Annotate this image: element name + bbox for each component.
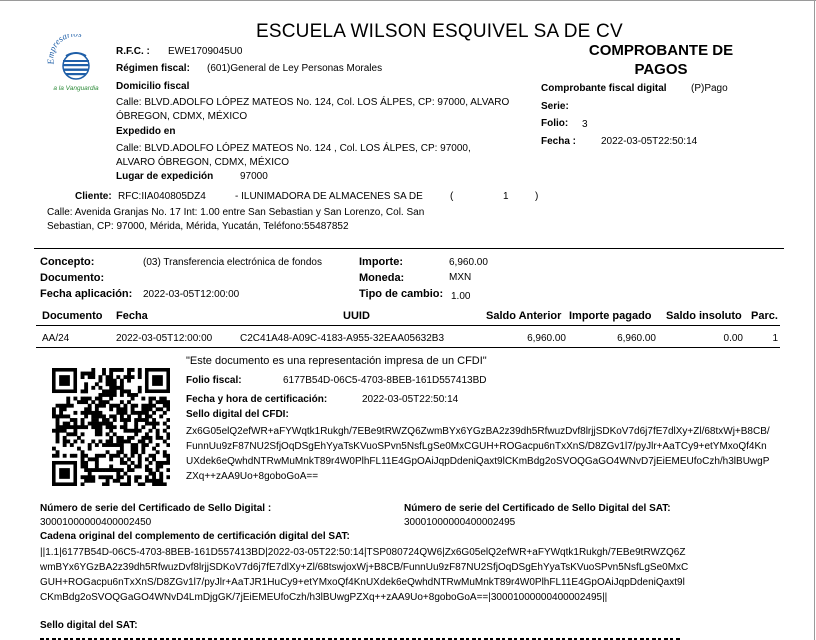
fecha-label: Fecha :: [541, 136, 577, 147]
documento-label: Documento:: [40, 272, 105, 284]
cliente-domicilio: Calle: Avenida Granjas No. 17 Int: 1.00 entre San Sebastian y San Lorenzo, Col. San Sebastian, CP: 97000, Mérida, Mérida, Yucatán, Teléfono:55487852: [47, 207, 425, 232]
regimen-label: Régimen fiscal:: [116, 63, 190, 74]
moneda-label: Moneda:: [359, 272, 405, 284]
comprobante-tipo-value: (P)Pago: [691, 83, 728, 94]
row-saldo-insoluto: 0.00: [723, 333, 743, 344]
page-border-top: [0, 0, 816, 1]
row-documento: AA/24: [42, 333, 70, 344]
fecha-aplicacion-label: Fecha aplicación:: [40, 288, 133, 300]
importe-label: Importe:: [359, 256, 403, 268]
folio-label: Folio:: [541, 118, 569, 129]
rfc-label: R.F.C. :: [116, 46, 150, 57]
cliente-nombre: - ILUNIMADORA DE ALMACENES SA DE: [235, 191, 423, 202]
col-header-importe-pagado: Importe pagado: [569, 310, 652, 322]
tipo-cambio-label: Tipo de cambio:: [359, 288, 444, 300]
qr-code-icon: [52, 368, 170, 486]
fecha-certificacion-label: Fecha y hora de certificación:: [186, 394, 328, 405]
qr-code: [52, 368, 170, 486]
cliente-numero: 1: [503, 191, 509, 202]
row-fecha: 2022-03-05T12:00:00: [116, 333, 213, 344]
rfc-value: EWE1709045U0: [168, 46, 243, 57]
folio-fiscal-value: 6177B54D-06C5-4703-8BEB-161D557413BD: [283, 375, 487, 386]
cadena-original-value: ||1.1|6177B54D-06C5-4703-8BEB-161D557413BD|2022-03-05T22:50:14|TSP080724QW6|Zx6G05elQ2efWR+aFYWqtk1Rukgh/7EBe9tRWZQ6ZwmBYx6YGzBA2z39dh5RfwuzDvf8lrjjSDKoV7d6j7fE7dlXy+Zl/68tswjoxWj+B8CB/FunnUu9zF87NU2SfjOqDSgEhYyaTsKVuoSPvn5NsfLgSe0MxCGUH+ROGacpu6nTxXnS/D8ZGv1l7/pyJlr+AaTJR1HuCy9+etYMxoQf4KnUXdek6eQwhdNTRwMuMnkT89r4W0PlhFL11E4GpOAiJqpDdeniQaxt9lCKmBdg2oSVOQGaGO4WNvD4LmDjgGK/7jEiEMEUfoCzh/h3lBUwgPZXq++zAA9Uo+8goboGoA==|30001000000400002495||: [40, 547, 689, 603]
cert-sat-label: Número de serie del Certificado de Sello Digital del SAT:: [404, 503, 671, 514]
concepto-value: (03) Transferencia electrónica de fondos: [143, 257, 322, 268]
fecha-aplicacion-value: 2022-03-05T12:00:00: [143, 289, 240, 300]
serie-label: Serie:: [541, 101, 569, 112]
cliente-label: Cliente:: [75, 191, 112, 202]
row-parc: 1: [772, 333, 778, 344]
cert-emisor-label: Número de serie del Certificado de Sello Digital :: [40, 503, 272, 514]
col-header-saldo-anterior: Saldo Anterior: [486, 310, 562, 322]
expedido-value: Calle: BLVD.ADOLFO LÓPEZ MATEOS No. 124 , Col. LOS ÁLPES, CP: 97000, ALVARO ÓBREGON, CDMX, MÉXICO: [116, 143, 471, 168]
domicilio-label: Domicilio fiscal: [116, 81, 190, 92]
company-logo: [46, 34, 106, 96]
logo-text-top: Empresar: [46, 34, 72, 65]
folio-value: 3: [582, 119, 588, 130]
regimen-value: (601)General de Ley Personas Morales: [207, 63, 383, 74]
fecha-certificacion-value: 2022-03-05T22:50:14: [362, 394, 459, 405]
expedido-label: Expedido en: [116, 126, 176, 137]
comprobante-tipo-label: Comprobante fiscal digital: [541, 83, 667, 94]
document-title: COMPROBANTE DE PAGOS: [588, 42, 734, 78]
importe-value: 6,960.00: [449, 257, 488, 268]
fecha-value: 2022-03-05T22:50:14: [601, 136, 698, 147]
cliente-rfc: RFC:IIA040805DZ4: [118, 191, 206, 202]
globe-logo-icon: [46, 34, 106, 96]
moneda-value: MXN: [449, 272, 472, 283]
col-header-uuid: UUID: [343, 310, 370, 322]
cliente-paren-open: (: [450, 191, 454, 202]
page-border-right: [814, 0, 815, 640]
cliente-paren-close: ): [535, 191, 539, 202]
company-name: ESCUELA WILSON ESQUIVEL SA DE CV: [256, 21, 623, 42]
cert-emisor-value: 30001000000400002450: [40, 517, 152, 528]
folio-fiscal-label: Folio fiscal:: [186, 375, 242, 386]
col-header-parc: Parc.: [751, 310, 778, 322]
lugar-expedicion-value: 97000: [240, 171, 268, 182]
row-importe-pagado: 6,960.00: [617, 333, 656, 344]
col-header-saldo-insoluto: Saldo insoluto: [666, 310, 742, 322]
table-bottom-rule: [36, 347, 780, 348]
row-uuid: C2C41A48-A09C-4183-A955-32EAA05632B3: [240, 333, 445, 344]
divider-line: [34, 248, 784, 249]
row-saldo-anterior: 6,960.00: [527, 333, 566, 344]
concepto-label: Concepto:: [40, 256, 95, 268]
logo-text-bottom: a la Vanguardia: [53, 85, 99, 92]
table-header-rule: [36, 325, 780, 326]
cfdi-representation-note: "Este documento es una representación impresa de un CFDI": [186, 355, 487, 367]
sello-cfdi-label: Sello digital del CFDI:: [186, 409, 289, 420]
col-header-documento: Documento: [42, 310, 103, 322]
sello-sat-value-cut: [40, 635, 680, 640]
tipo-cambio-value: 1.00: [451, 291, 471, 302]
cert-sat-value: 30001000000400002495: [404, 517, 516, 528]
sello-cfdi-value: Zx6G05elQ2efWR+aFYWqtk1Rukgh/7EBe9tRWZQ6ZwmBYx6YGzBA2z39dh5RfwuzDvf8lrjjSDKoV7d6j7fE7dlXy+Zl/68txWj+B8CB/FunnUu9zF87NU2SfjOqDSgEhYyaTsKVuoSPvn5NsfLgSe0MxCGUH+ROGacpu6nTxXnS/D8ZGv1l7/pyJlr+AaTCy9+etYMxoQf4KnUXdek6eQwhdNTRwMuMnkT89r4W0PlhFL11E4GpOAiJqpDdeniQaxt9lCKmBdg2oSVOQGaGO4WNvD7jEiEMEUfoCzh/h3lBUwgPZXq++zAA9Uo+8goboGoA==: [186, 426, 770, 482]
sello-sat-label: Sello digital del SAT:: [40, 620, 138, 631]
domicilio-value: Calle: BLVD.ADOLFO LÓPEZ MATEOS No. 124, Col. LOS ÁLPES, CP: 97000, ALVARO ÓBREGON, CDMX, MÉXICO: [116, 97, 510, 122]
cadena-original-label: Cadena original del complemento de certificación digital del SAT:: [40, 531, 350, 542]
col-header-fecha: Fecha: [116, 310, 148, 322]
lugar-expedicion-label: Lugar de expedición: [116, 171, 214, 182]
